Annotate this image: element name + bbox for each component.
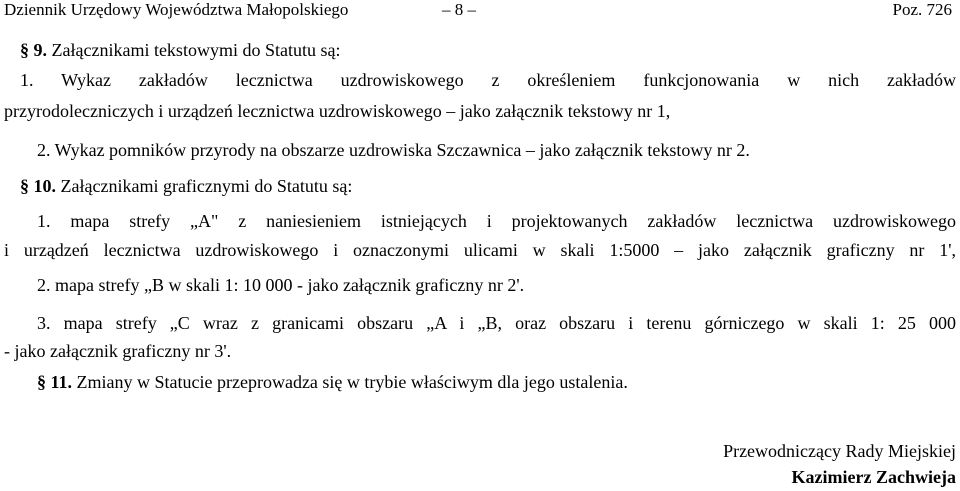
section-10-item-3-line-1: 3. mapa strefy „C wraz z granicami obszaru „A i „B, oraz obszaru i terenu górniczego w skali 1: 25 000 [37,313,956,333]
journal-title: Dziennik Urzędowy Województwa Małopolskiego [4,0,349,19]
section-10-item-3-line-2: - jako załącznik graficzny nr 3'. [4,341,232,361]
section-10-number: § 10. [20,176,56,196]
section-10-heading [20,175,352,197]
section-10-item-1-line-1: 1. mapa strefy „A" z naniesieniem istniejących i projektowanych zakładów lecznictwa uzdrowiskowego [37,211,956,231]
position-number: Poz. 726 [892,0,952,19]
section-9-heading [20,39,340,61]
section-11 [37,371,628,393]
section-10-heading-text: Załącznikami graficznymi do Statutu są: [60,176,353,196]
section-11-text: Zmiany w Statucie przeprowadza się w trybie właściwym dla jego ustalenia. [76,372,628,392]
page-number: – 8 – [442,0,476,19]
section-9-item-1-line-1: 1. Wykaz zakładów lecznictwa uzdrowiskowego z określeniem funkcjonowania w nich zakładów [20,70,956,90]
section-10-item-1-line-2: i urządzeń lecznictwa uzdrowiskowego i oznaczonymi ulicami w skali 1:5000 – jako załącznik graficzny nr 1', [4,240,956,260]
section-11-number: § 11. [37,372,73,392]
signature-name: Kazimierz Zachwieja [791,467,956,487]
signature-role: Przewodniczący Rady Miejskiej [723,441,956,461]
section-9-item-2: 2. Wykaz pomników przyrody na obszarze uzdrowiska Szczawnica – jako załącznik tekstowy nr 2. [37,140,750,160]
section-9-heading-text: Załącznikami tekstowymi do Statutu są: [51,40,341,60]
section-9-number: § 9. [20,40,47,60]
section-9-item-1-line-2: przyrodoleczniczych i urządzeń lecznictwa uzdrowiskowego – jako załącznik tekstowy nr 1, [4,101,671,121]
section-10-item-2: 2. mapa strefy „B w skali 1: 10 000 - jako załącznik graficzny nr 2'. [37,275,525,295]
